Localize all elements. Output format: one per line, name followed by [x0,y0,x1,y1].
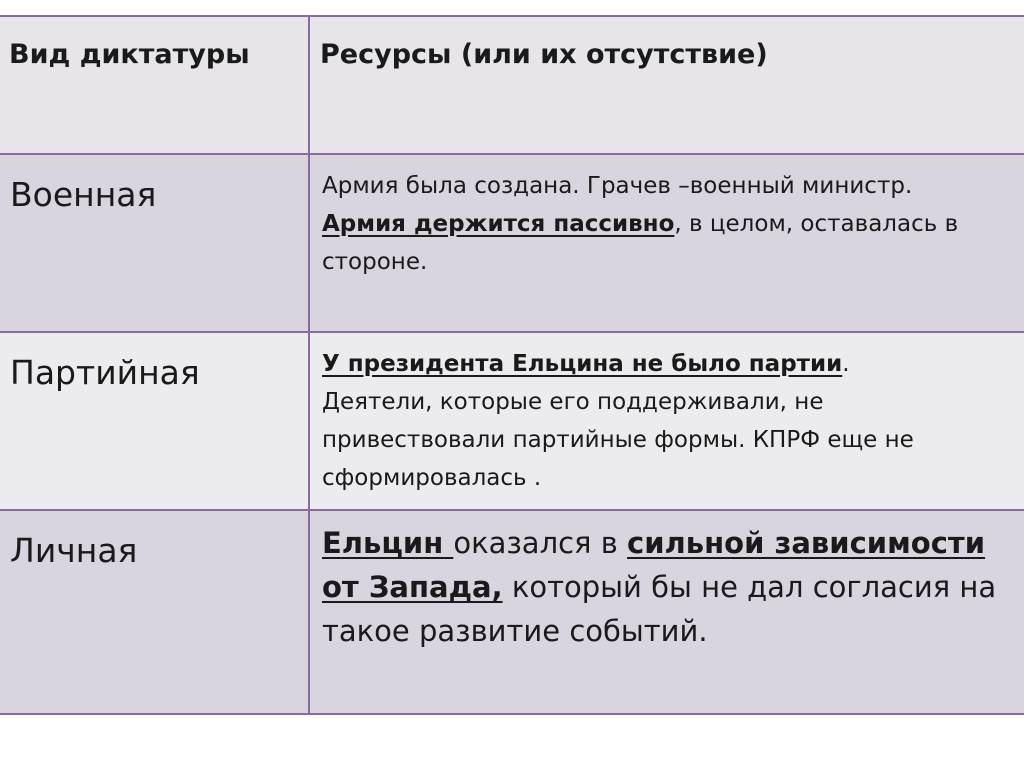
dictatorship-table [0,15,1024,715]
text-paragraph: Деятели, которые его поддерживали, не привествовали партийные формы. КПРФ еще не сформировалась . [322,389,914,491]
emphasis-text: Армия держится пассивно [322,211,675,237]
type-personal: Личная [0,511,310,713]
emphasis-text: Ельцин [322,526,454,560]
text-paragraph: Армия была создана. Грачев –военный министр. [322,173,913,199]
text-paragraph [322,345,1004,383]
type-military: Военная [0,155,310,331]
text-fragment: оказался в [453,526,628,560]
table-row-personal [0,511,1024,713]
text-fragment: который бы не дал согласия на такое развитие событий. [322,570,997,648]
table-header-row [0,17,1024,155]
table-row-party [0,333,1024,511]
text-fragment: . [842,351,850,377]
resources-personal [310,511,1024,713]
type-party: Партийная [0,333,310,509]
table-row-military [0,155,1024,333]
text-fragment: , в целом, оставалась в стороне. [322,211,959,275]
text-paragraph [322,205,1004,281]
header-dictatorship-type: Вид диктатуры [0,17,310,153]
resources-party [310,333,1024,509]
emphasis-text: сильной зависимости от Запада, [322,526,986,604]
emphasis-text: У президента Ельцина не было партии [322,351,843,377]
header-resources: Ресурсы (или их отсутствие) [320,39,768,70]
resources-military [310,155,1024,331]
